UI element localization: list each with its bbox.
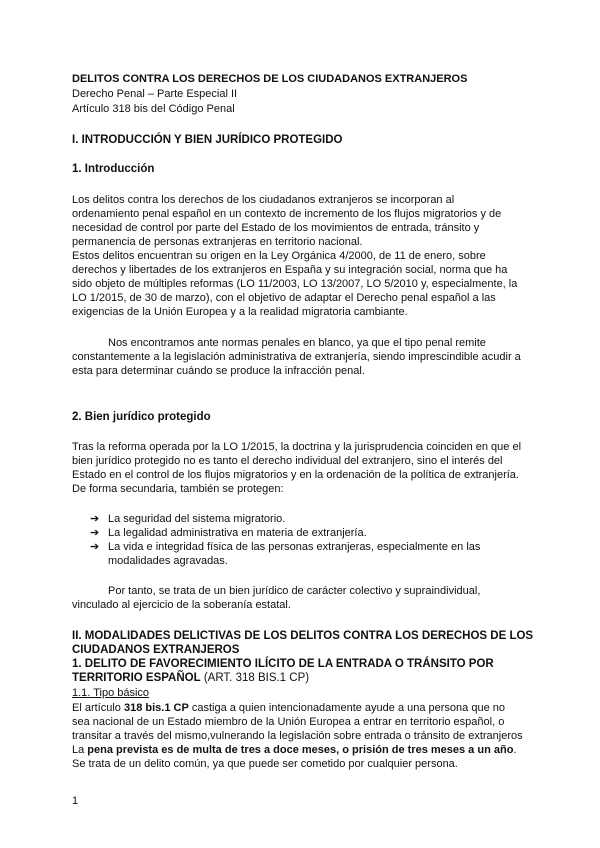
tipo-line: Se trata de un delito común, ya que puede ser cometido por cualquier persona. [72,758,458,770]
document-subtitle: Derecho Penal – Parte Especial II [72,88,238,100]
bien-juridico-heading: 2. Bien jurídico protegido [72,411,211,423]
bullet-item: La legalidad administrativa en materia de extranjería. [108,527,367,539]
intro-p1-line: Estos delitos encuentran su origen en la Ley Orgánica 4/2000, de 11 de enero, sobre [72,250,486,262]
bien-p1-line: Estado en el control de los flujos migratorios y en la ordenación de la política de extranjería. [72,469,519,481]
section1-heading: I. INTRODUCCIÓN Y BIEN JURÍDICO PROTEGIDO [72,134,343,146]
article-ref-bold: 318 bis.1 CP [123,702,189,714]
penalty-bold: pena prevista es de multa de tres a doce meses, o prisión de tres meses a un año [87,744,514,756]
bien-p1-line: De forma secundaria, también se protegen: [72,483,284,495]
subheading-ref: (ART. 318 BIS.1 CP) [200,672,310,684]
intro-p1-line: sido objeto de múltiples reformas (LO 11/2003, LO 13/2007, LO 5/2010 y, especialmente, la [72,278,518,290]
bien-p1-line: bien jurídico protegido no es tanto el derecho individual del extranjero, sino el interés del [72,455,503,467]
intro-p1-line: derechos y libertades de los extranjeros en España y su integración social, norma que ha [72,264,508,276]
intro-p1-line: permanencia de personas extranjeras en territorio nacional. [72,236,363,248]
arrow-bullet-icon: ➔ [90,541,100,553]
tipo-line [72,743,516,757]
intro-heading: 1. Introducción [72,163,155,175]
tipo-line-text: El artículo [72,702,124,714]
section2-subheading: 1. DELITO DE FAVORECIMIENTO ILÍCITO DE LA ENTRADA O TRÁNSITO POR [72,658,494,670]
bullet-item: La seguridad del sistema migratorio. [108,513,286,525]
section2-heading: II. MODALIDADES DELICTIVAS DE LOS DELITOS CONTRA LOS DERECHOS DE LOS [72,630,534,642]
bullet-item-continuation: modalidades agravadas. [108,555,228,567]
bullet-item: La vida e integridad física de las personas extranjeras, especialmente en las [108,541,481,553]
intro-p1-line: exigencias de la Unión Europea y a la realidad migratoria cambiante. [72,306,408,318]
document-article: Artículo 318 bis del Código Penal [72,103,235,115]
document-title: DELITOS CONTRA LOS DERECHOS DE LOS CIUDADANOS EXTRANJEROS [72,73,468,85]
page-number: 1 [72,795,79,807]
tipo-line: transitar a través del mismo,vulnerando la legislación sobre entrada o tránsito de extranjeros [72,730,523,742]
tipo-line [72,701,505,715]
intro-p2-line: esta para determinar cuándo se produce la infracción penal. [72,365,365,377]
intro-p2-line: Nos encontramos ante normas penales en blanco, ya que el tipo penal remite [108,337,486,349]
bien-p1-line: Tras la reforma operada por la LO 1/2015, la doctrina y la jurisprudencia coinciden en que el [72,441,522,453]
intro-p2-line: constantemente a la legislación administrativa de extranjería, siendo imprescindible acudir a [72,351,521,363]
tipo-line-text: . [513,744,517,756]
intro-p1-line: Los delitos contra los derechos de los ciudadanos extranjeros se incorporan al [72,194,455,206]
section2-heading-line2: CIUDADANOS EXTRANJEROS [72,644,240,656]
section2-subheading-line2 [72,671,309,685]
intro-p1-line: necesidad de control por parte del Estado de los movimientos de entrada, tránsito y [72,222,480,234]
bien-p2-line: vinculado al ejercicio de la soberanía estatal. [72,599,291,611]
arrow-bullet-icon: ➔ [90,513,100,525]
intro-p1-line: LO 1/2015, de 30 de marzo), con el objetivo de adaptar el Derecho penal español a las [72,292,496,304]
tipo-line: sea nacional de un Estado miembro de la Unión Europea a entrar en territorio español, o [72,716,505,728]
arrow-bullet-icon: ➔ [90,527,100,539]
bien-p2-line: Por tanto, se trata de un bien jurídico de carácter colectivo y supraindividual, [108,585,481,597]
intro-p1-line: ordenamiento penal español en un contexto de incremento de los flujos migratorios y de [72,208,502,220]
tipo-line-text: castiga a quien intencionadamente ayude a una persona que no [188,702,505,714]
tipo-basico-heading: 1.1. Tipo básico [72,687,150,699]
subheading-bold-part: TERRITORIO ESPAÑOL [72,672,201,684]
tipo-line-text: La [72,744,88,756]
